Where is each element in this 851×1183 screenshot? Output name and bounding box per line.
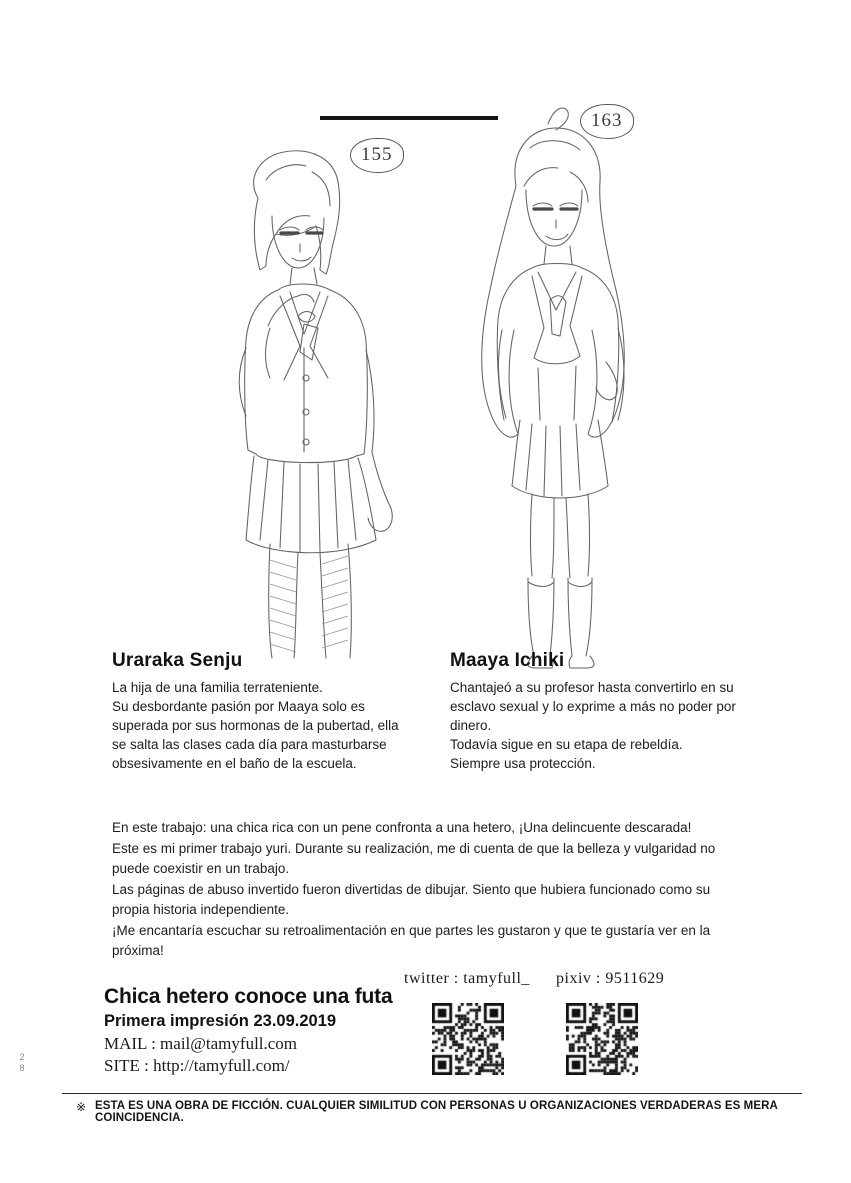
height-label-maaya: 163 [580, 104, 634, 139]
twitter-qr-code[interactable] [432, 1003, 504, 1075]
uraraka-sketch [180, 120, 440, 660]
desc-line: obsesivamente en el baño de la escuela. [112, 756, 357, 771]
afterword-line: Las páginas de abuso invertido fueron divertidas de dibujar. Siento que hubiera funcionado como su [112, 881, 711, 897]
pixiv-handle: pixiv : 9511629 [556, 970, 665, 987]
character-block-maaya [450, 650, 750, 773]
pixiv-qr-code[interactable] [566, 1003, 638, 1075]
maaya-sketch [420, 90, 690, 670]
site-label: SITE [104, 1056, 140, 1075]
character-description-maaya [450, 678, 750, 773]
desc-line: dinero. [450, 718, 492, 733]
print-date: Primera impresión 23.09.2019 [104, 1012, 337, 1030]
afterword-line: Este es mi primer trabajo yuri. Durante su realización, me di cuenta de que la belleza y vulgaridad no [112, 840, 716, 856]
site-value[interactable]: http://tamyfull.com/ [153, 1056, 290, 1075]
desc-line: Chantajeó a su profesor hasta convertirlo en su [450, 680, 734, 695]
afterword-line: próxima! [112, 943, 164, 958]
site-separator: : [144, 1056, 149, 1075]
desc-line: Su desbordante pasión por Maaya solo es [112, 699, 365, 714]
mail-separator: : [151, 1034, 156, 1053]
desc-line: Todavía sigue en su etapa de rebeldía. [450, 737, 683, 752]
page-number-digit-1: 2 [19, 1052, 25, 1062]
mail-value[interactable]: mail@tamyfull.com [160, 1034, 298, 1053]
afterword-text [112, 818, 742, 962]
afterword-line: puede coexistir en un trabajo. [112, 861, 290, 876]
mail-line [104, 1033, 434, 1055]
afterword-line: propia historia independiente. [112, 902, 290, 917]
site-line [104, 1055, 434, 1077]
mail-label: MAIL [104, 1034, 147, 1053]
afterword-line: En este trabajo: una chica rica con un pene confronta a una hetero, ¡Una delincuente descarada! [112, 820, 692, 835]
character-name-uraraka: Uraraka Senju [112, 650, 243, 671]
character-block-uraraka [112, 650, 412, 773]
twitter-handle: twitter : tamyfull_ [404, 970, 530, 987]
colophon [104, 985, 434, 1077]
afterword-line: ¡Me encantaría escuchar su retroalimentación en que partes les gustaron y que te gustaría ver en la [112, 922, 711, 938]
page-number [16, 1052, 28, 1074]
desc-line: se salta las clases cada día para masturbarse [112, 737, 387, 752]
footer-divider-rule [62, 1093, 802, 1094]
desc-line: La hija de una familia terrateniente. [112, 680, 323, 695]
work-title: Chica hetero conoce una futa [104, 985, 393, 1008]
page-number-digit-2: 8 [19, 1063, 25, 1073]
character-description-uraraka [112, 678, 412, 773]
reference-mark-icon: ※ [76, 1100, 87, 1114]
desc-line: esclavo sexual y lo exprime a más no poder por [450, 699, 736, 714]
character-sketch-area [150, 90, 710, 660]
height-label-uraraka: 155 [350, 138, 404, 173]
desc-line: Siempre usa protección. [450, 756, 596, 771]
character-name-maaya: Maaya Ichiki [450, 650, 565, 671]
fiction-disclaimer: ESTA ES UNA OBRA DE FICCIÓN. CUALQUIER SIMILITUD CON PERSONAS U ORGANIZACIONES VERDADERAS ES MERA COINCIDENCIA. [95, 1100, 778, 1124]
desc-line: superada por sus hormonas de la pubertad, ella [112, 718, 399, 733]
